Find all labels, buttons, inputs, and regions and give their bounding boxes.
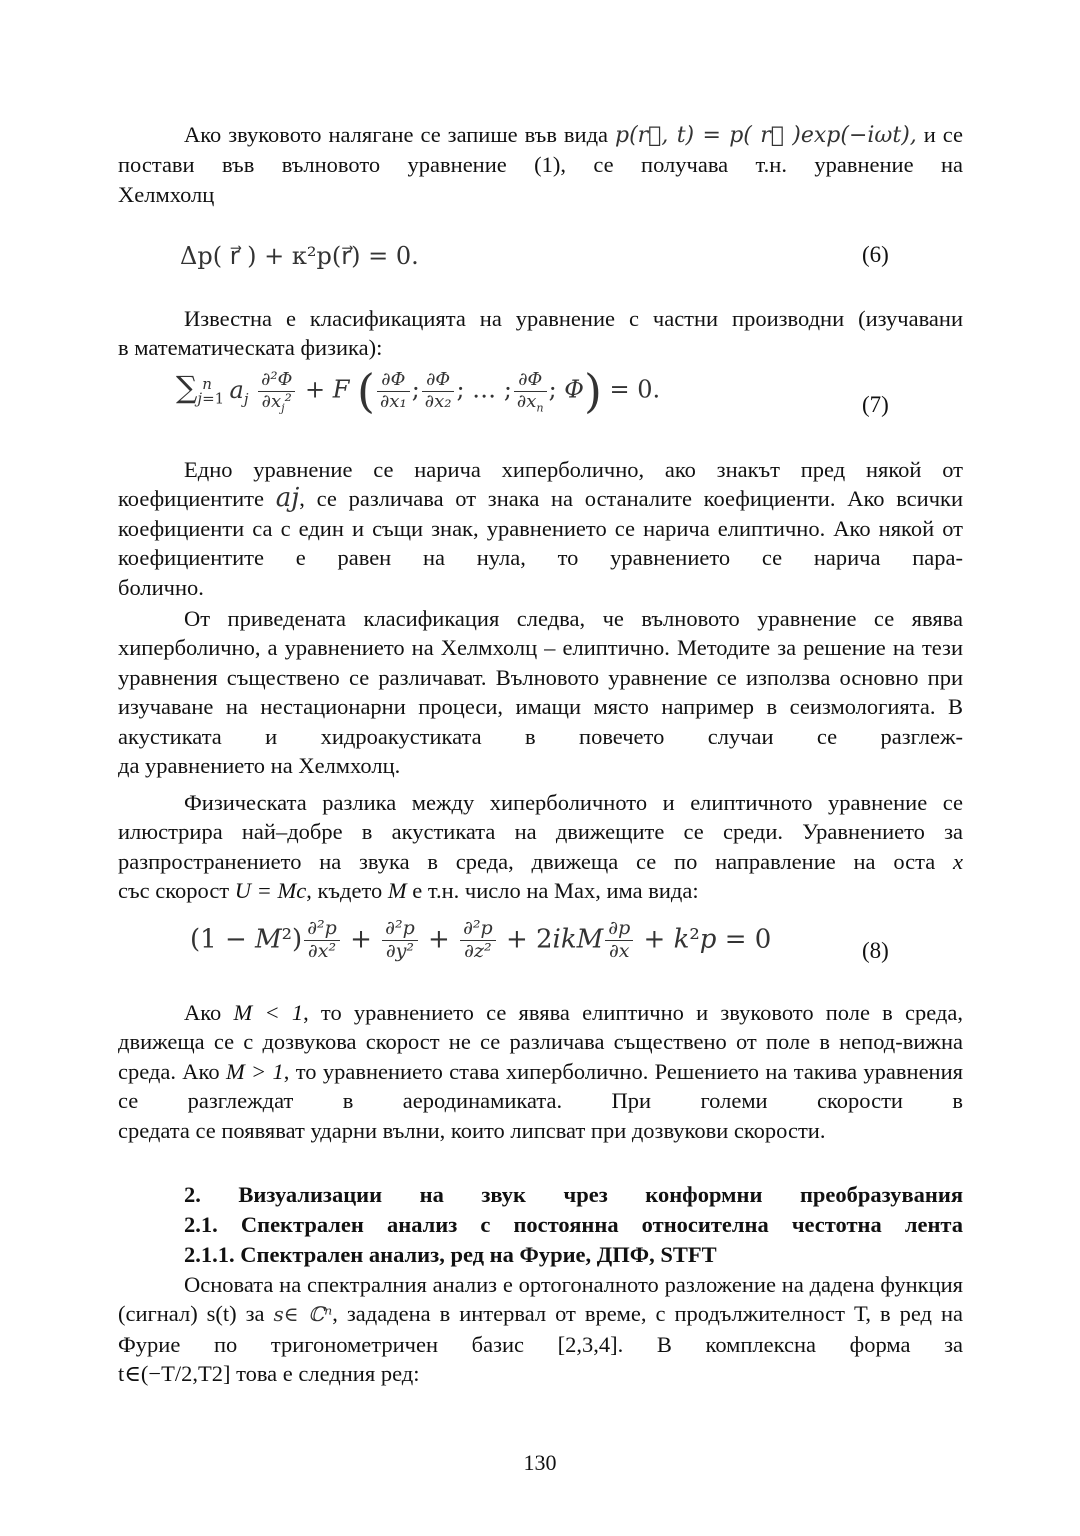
text: и се постави във вълновото уравнение (1), се получава т.н. уравнение на xyxy=(118,122,964,178)
text: От приведената класификация следва, че вълновото уравнение се явява хиперболично, а уравнението на Хелмхолц – елиптично. Методите за решение на тези уравнения съществено се различават. Вълновото уравнение се използва основно при изучаване на нестационарни процеси, имащи място например в сеизмологията. В акустиката и хидроакустиката в повечето случаи се разглеж- xyxy=(118,606,963,749)
page-number: 130 xyxy=(523,1450,557,1475)
text: Физическата разлика между хиперболичното и елиптичното уравнение се илюстрира най–добре в акустиката на движещите се среди. Уравнението за разпространението на звука в среда, движеща се по направление на оста xyxy=(118,790,963,874)
equation-7-body: $\sum_{j=1}^n$ $a_j$ $\frac{\text{∂²Φ}}{\partial x_j^2}$ + F ( $\frac{\partial\Phi}{\text{∂x₁}}$ ; $\frac{\partial\Phi}{\text{∂x₂}}$ ; … ; $\frac{\partial\Phi}{\partial x_n}$ ; Φ) = 0. xyxy=(176,364,661,418)
set-formula: s∈ ℂⁿ xyxy=(273,1302,333,1327)
text: със скорост xyxy=(118,878,235,904)
text: , зададена в интервал от време, с продължителност Т, в ред на Фурие по тригонометричен базис [2,3,4]. В комплексна форма за xyxy=(118,1301,964,1357)
text: в математическата физика): xyxy=(118,335,383,361)
equation-7 xyxy=(0,364,1080,448)
text: t∈(−T/2,T2] това е следния ред: xyxy=(118,1361,420,1387)
equation-7-number: (7) xyxy=(862,392,889,417)
text: средата се появяват ударни вълни, които липсват при дозвукови скорости. xyxy=(118,1117,826,1143)
text: , то уравнението става хиперболично. Решението на такива уравнения се разглеждат в аеродинамиката. При големи скорости в xyxy=(118,1058,963,1114)
text: Хелмхолц xyxy=(118,181,215,207)
coefficient-aj-text: aj xyxy=(275,483,300,514)
equation-6-body: Δp( r⃗ ) + к²p(r⃗) = 0. xyxy=(180,242,419,270)
axis-x: x xyxy=(953,848,963,874)
section-heading-2: 2. Визуализации на звук чрез конформни преобразувания xyxy=(184,1182,963,1207)
equation-8-number: (8) xyxy=(862,938,889,963)
text: е т.н. число на Мах, има вида: xyxy=(406,878,699,904)
text: , се различава от знака на останалите коефициенти. Ако всички коефициенти са с един и същи знак, уравнението се нарича елиптично. Ако някой от коефициентите е равен на нула, то уравнението се нарича пара- xyxy=(118,486,964,571)
equation-8 xyxy=(0,918,1080,988)
text: болично. xyxy=(118,574,204,600)
condition-supersonic: M > 1 xyxy=(225,1058,284,1084)
paragraph-mach-conditions xyxy=(118,998,963,1145)
section-heading-2-1-1: 2.1.1. Спектрален анализ, ред на Фурие, ДПФ, STFT xyxy=(184,1242,717,1267)
text: да уравнението на Хелмхолц. xyxy=(118,753,401,779)
paragraph-hyperbolic-definition xyxy=(118,455,963,602)
coefficient-aj xyxy=(276,483,300,513)
section-heading-2-1: 2.1. Спектрален анализ с постоянна относителна честотна лента xyxy=(184,1212,963,1237)
text: Ако xyxy=(184,1000,234,1025)
paragraph-spectral-analysis xyxy=(118,1270,963,1389)
text: Едно уравнение се нарича хиперболично, ако знакът пред някой от коефициентите xyxy=(118,457,963,512)
equation-8-body: (1 − M²) $\frac{\text{∂²p}}{\text{∂x²}}$ + $\frac{\text{∂²p}}{\text{∂y²}}$ + $\frac{\text{∂²p}}{\text{∂z²}}$ + 2ikM $\frac{\partial p}{\partial x}$ + k²p = 0 xyxy=(190,917,772,962)
paragraph-wave-vs-helmholtz xyxy=(118,604,963,780)
velocity-formula: U = Mc xyxy=(234,878,307,904)
condition-subsonic: M < 1 xyxy=(233,1000,304,1025)
text: Известна е класификацията на уравнение с частни производни (изучавани xyxy=(184,306,963,331)
pressure-formula: p(r⃗, t) = p( r⃗ )exp(−iωt), xyxy=(614,123,917,148)
text: , то уравнението се явява елиптично и звуковото поле в среда, движеща се с дозвукова скорост не се различава съществено от поле в непод-вижна среда. Ако xyxy=(118,1000,963,1084)
equation-6-number: (6) xyxy=(862,242,889,267)
text: Ако звуковото налягане се запише във вида xyxy=(184,122,615,147)
paragraph-moving-media xyxy=(118,788,963,906)
equation-6 xyxy=(0,242,1080,276)
paragraph-classification xyxy=(118,304,963,363)
text: , където xyxy=(306,878,388,904)
paragraph-helmholtz-intro xyxy=(118,120,963,209)
mach-symbol: M xyxy=(387,878,407,904)
text: Основата на спектралния анализ е ортогоналното разложение на дадена функция (сигнал) s(t) за xyxy=(118,1272,963,1327)
